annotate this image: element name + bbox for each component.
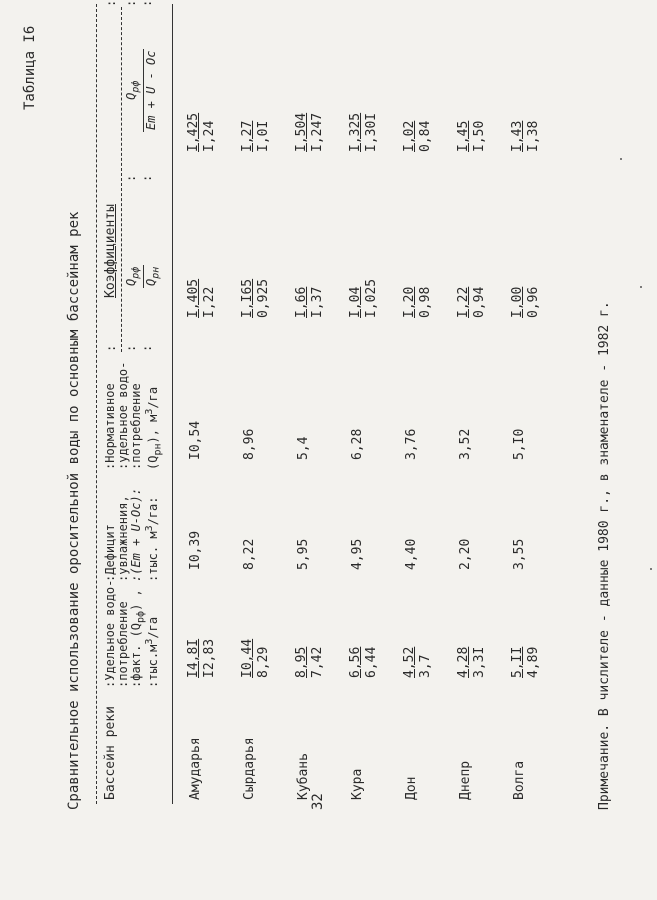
row-basin-name: Амударья xyxy=(188,737,203,800)
row-basin-name: Кубань xyxy=(296,753,311,800)
cell-coef1-1980: I,20 xyxy=(402,286,417,318)
coef-ratio-2: $Q_{рф}$ Em + U - Oc xyxy=(124,50,159,130)
cell-deficit: 8,22 xyxy=(242,538,257,570)
table-label: Таблица I6 xyxy=(22,25,38,110)
cell-coef2-1982: I,0I xyxy=(256,120,271,152)
cell-actual-1982: 6,44 xyxy=(364,646,379,678)
cell-actual-1980: 4,52 xyxy=(402,646,417,678)
cell-coef1-1982: 0,98 xyxy=(418,286,433,318)
cell-normative: 6,28 xyxy=(350,428,365,460)
cell-deficit: 5,95 xyxy=(296,538,311,570)
cell-actual-1980: 5,II xyxy=(510,646,525,678)
page-number: 32 xyxy=(310,793,326,810)
rotated-page: 32 Таблица I6 Сравнительное использование оросительной воды по основным бассейнам рек Бассейн реки :Удельное водо- :потребление :факт. $(Q_{рф})$ , $:тыс.м^3/га$ :Дефицит :увлажнения, :(Em + U-Oc): :тыс. $м^3/га$: :Нормативное :удельное водо- :потребление $(Q_{рн})$, $м^3/га$ Коэффициенты $Q_{рф}$ $Q_{рн}$ $Q_{рф}$ Em + U - Oc : : : : : : : : Амударья I4,8I I2,83 I0,39 I0,54 I,405 I,22 I,425 I,24 Сырдарья I0,44 8,29 8,22 8,96 I,I65 0,925 I,27 I,0I Кубань 8,95 7,42 5,95 5,4 I,66 I,37 I,504 I,247 Кура 6,56 6,44 4,95 6,28 I,04 I,025 I,325 I,30I Дон 4,52 3,7 4,40 3,76 I,20 0,98 I,02 0,84 Днепр 4,28 3,3I 2,20 3,52 I,22 0,94 I,45 I,50 Волга 5,II 4,89 3,55 5,I0 I,00 0,96 I,43 I,38 Примечание. В числителе - данные 1980 г., в знаменателе - 1982 г. xyxy=(0,0,657,900)
cell-coef2-1982: 0,84 xyxy=(418,120,433,152)
cell-coef2-1980: I,27 xyxy=(240,120,255,152)
cell-actual-1982: 3,7 xyxy=(418,654,433,678)
cell-coef1-1982: I,22 xyxy=(202,286,217,318)
cell-coef2-1980: I,504 xyxy=(294,112,309,152)
cell-coef1-1982: I,025 xyxy=(364,278,379,318)
cell-coef1-1982: 0,96 xyxy=(526,286,541,318)
cell-deficit: 3,55 xyxy=(512,538,527,570)
cell-coef2-1980: I,45 xyxy=(456,120,471,152)
cell-coef1-1980: I,405 xyxy=(186,278,201,318)
cell-actual-1982: 3,3I xyxy=(472,646,487,678)
cell-actual-1982: I2,83 xyxy=(202,638,217,678)
cell-normative: 8,96 xyxy=(242,428,257,460)
cell-actual-1980: I0,44 xyxy=(240,638,255,678)
cell-deficit: 4,95 xyxy=(350,538,365,570)
row-basin-name: Днепр xyxy=(458,760,473,800)
cell-coef2-1982: I,247 xyxy=(310,112,325,152)
cell-coef2-1982: I,38 xyxy=(526,120,541,152)
cell-deficit: 2,20 xyxy=(458,538,473,570)
cell-actual-1980: 4,28 xyxy=(456,646,471,678)
cell-actual-1982: 4,89 xyxy=(526,646,541,678)
cell-coef1-1980: I,66 xyxy=(294,286,309,318)
cell-coef2-1982: I,24 xyxy=(202,120,217,152)
cell-actual-1982: 8,29 xyxy=(256,646,271,678)
cell-normative: 5,I0 xyxy=(512,428,527,460)
header-basin: Бассейн реки xyxy=(103,706,118,800)
header-bottom-rule xyxy=(172,4,173,804)
cell-coef2-1980: I,325 xyxy=(348,112,363,152)
cell-coef2-1980: I,425 xyxy=(186,112,201,152)
cell-normative: 3,76 xyxy=(404,428,419,460)
coef-rule xyxy=(121,7,122,352)
cell-coef1-1980: I,04 xyxy=(348,286,363,318)
cell-normative: 3,52 xyxy=(458,428,473,460)
cell-coef2-1980: I,02 xyxy=(402,120,417,152)
cell-actual-1982: 7,42 xyxy=(310,646,325,678)
cell-deficit: 4,40 xyxy=(404,538,419,570)
cell-coef1-1982: 0,94 xyxy=(472,286,487,318)
cell-coef1-1982: 0,925 xyxy=(256,278,271,318)
row-basin-name: Волга xyxy=(512,760,527,800)
row-basin-name: Сырдарья xyxy=(242,737,257,800)
cell-actual-1980: I4,8I xyxy=(186,638,201,678)
row-basin-name: Дон xyxy=(404,776,419,800)
cell-actual-1980: 6,56 xyxy=(348,646,363,678)
cell-deficit: I0,39 xyxy=(188,530,203,570)
cell-coef1-1980: I,00 xyxy=(510,286,525,318)
table-caption: Сравнительное использование оросительной воды по основным бассейнам рек xyxy=(66,211,82,810)
header-coefficients: Коэффициенты xyxy=(103,204,118,298)
cell-actual-1980: 8,95 xyxy=(294,646,309,678)
cell-coef2-1982: I,30I xyxy=(364,112,379,152)
cell-coef1-1980: I,22 xyxy=(456,286,471,318)
cell-coef2-1982: I,50 xyxy=(472,120,487,152)
table-top-rule xyxy=(96,4,97,804)
table-note: Примечание. В числителе - данные 1980 г., в знаменателе - 1982 г. xyxy=(597,301,612,810)
cell-normative: I0,54 xyxy=(188,420,203,460)
cell-normative: 5,4 xyxy=(296,436,311,460)
cell-coef2-1980: I,43 xyxy=(510,120,525,152)
cell-coef1-1982: I,37 xyxy=(310,286,325,318)
cell-coef1-1980: I,I65 xyxy=(240,278,255,318)
coef-ratio-1: $Q_{рф}$ $Q_{рн}$ xyxy=(124,266,162,286)
row-basin-name: Кура xyxy=(350,768,365,800)
